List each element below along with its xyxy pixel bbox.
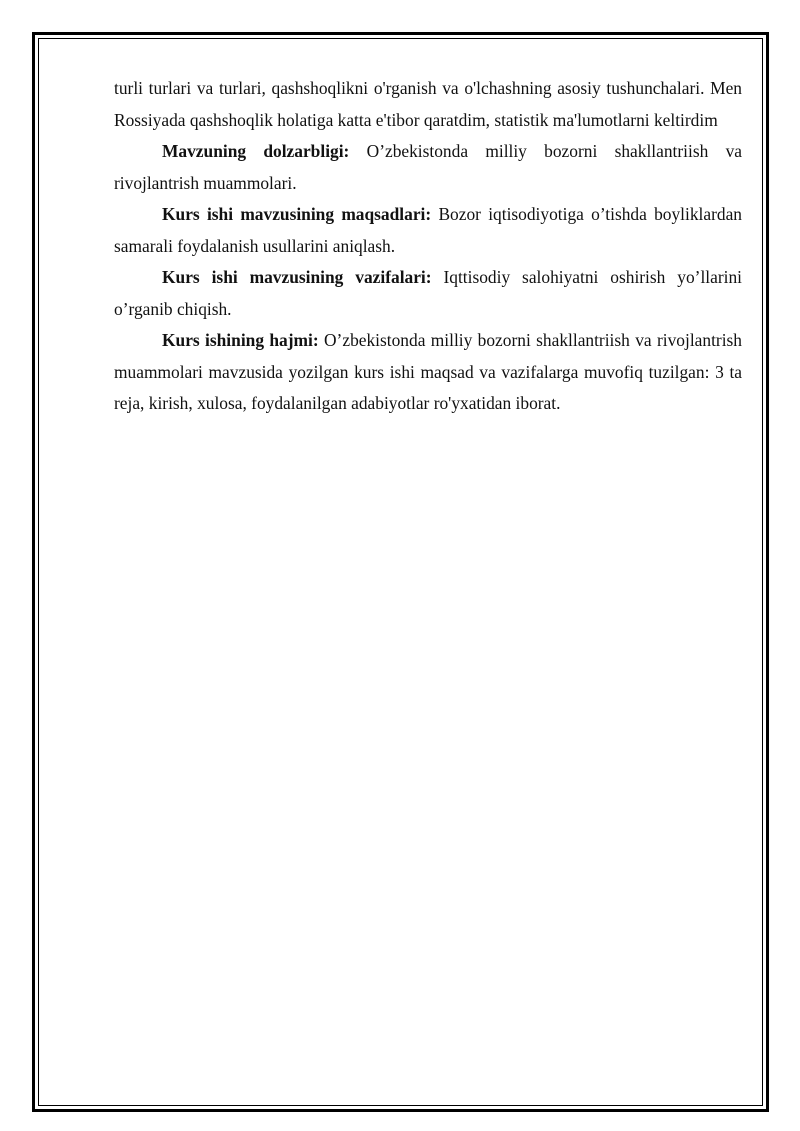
relevance-label: Mavzuning dolzarbligi: [162, 141, 350, 161]
goals-paragraph [114, 199, 742, 262]
scope-text: O’zbekistonda milliy bozorni shakllantriish va rivojlantrish muammolari mavzusida yozilgan kurs ishi maqsad va vazifalarga muvofiq tuzilgan: 3 ta reja, kirish, xulosa, foydalanilgan adabiyotlar ro'yxatidan iborat. [114, 330, 742, 413]
goals-text: Bozor iqtisodiyotiga o’tishda boyliklardan samarali foydalanish usullarini aniqlash. [114, 204, 742, 256]
intro-paragraph: turli turlari va turlari, qashshoqlikni o'rganish va o'lchashning asosiy tushunchalari. Men Rossiyada qashshoqlik holatiga katta e'tibor qaratdim, statistik ma'lumotlarni keltirdim [114, 78, 742, 130]
relevance-text: O’zbekistonda milliy bozorni shakllantriish va rivojlantrish muammolari. [114, 141, 742, 193]
scope-paragraph [114, 325, 742, 420]
document-body [114, 73, 742, 420]
tasks-label: Kurs ishi mavzusining vazifalari: [162, 267, 432, 287]
tasks-text: Iqttisodiy salohiyatni oshirish yo’llarini o’rganib chiqish. [114, 267, 742, 319]
tasks-paragraph [114, 262, 742, 325]
goals-label: Kurs ishi mavzusining maqsadlari: [162, 204, 432, 224]
scope-label: Kurs ishining hajmi: [162, 330, 319, 350]
relevance-paragraph [114, 136, 742, 199]
